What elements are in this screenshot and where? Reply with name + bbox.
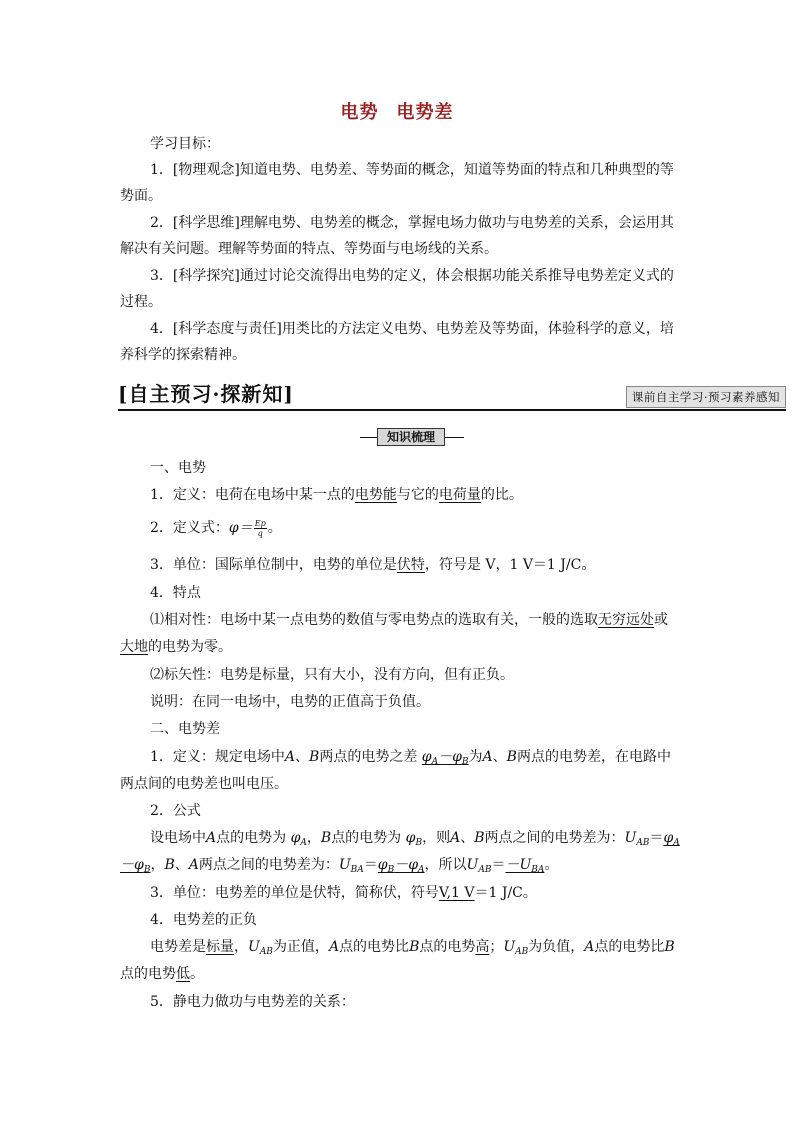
objective-1-line-1: 1．[物理观念]知道电势、电势差、等势面的概念，知道等势面的特点和几种典型的等 bbox=[150, 162, 674, 178]
objective-4-line-2: 养科学的探索精神。 bbox=[120, 347, 246, 363]
formula-fraction bbox=[254, 519, 267, 538]
text: ，所以 bbox=[424, 857, 467, 873]
underlined-answer: $\varphi_B-\varphi_A$ bbox=[377, 857, 425, 875]
underlined-answer: 标量 bbox=[206, 939, 234, 955]
feature-heading: 4．特点 bbox=[150, 585, 201, 601]
objective-2-line-1: 2．[科学思维]理解电势、电势差的概念，掌握电场力做功与电势差的关系，会运用其 bbox=[150, 215, 674, 231]
title-part-1: 电势 bbox=[340, 102, 379, 123]
text: 或 bbox=[654, 612, 668, 628]
text: 两点之间的电势差为： bbox=[198, 857, 339, 873]
banner-tag: 课前自主学习·预习素养感知 bbox=[626, 386, 786, 408]
underlined-answer: V,1 V bbox=[438, 885, 475, 901]
fraction-numerator: Ep bbox=[254, 518, 266, 528]
text: 点的电势为 bbox=[331, 830, 402, 846]
potential-definition bbox=[150, 485, 523, 505]
work-relation-heading: 5．静电力做功与电势差的关系： bbox=[150, 994, 355, 1010]
relativity-line-1 bbox=[150, 610, 668, 630]
objective-3-line-2: 过程。 bbox=[120, 294, 162, 310]
objective-2-line-2: 解决有关问题。理解等势面的特点、等势面与电场线的关系。 bbox=[120, 241, 498, 257]
underlined-answer: 电势能 bbox=[354, 487, 397, 503]
text: 电势差是 bbox=[150, 939, 206, 955]
text: 点的电势 bbox=[419, 939, 476, 955]
underlined-answer: 电荷量 bbox=[438, 487, 481, 503]
text: 与它的 bbox=[396, 487, 439, 503]
title-part-2: 电势差 bbox=[396, 102, 454, 123]
section-2-heading: 二、电势差 bbox=[150, 721, 220, 737]
text: 3．单位：国际单位制中，电势的单位是 bbox=[150, 557, 397, 573]
text: 的电势为零。 bbox=[148, 639, 232, 655]
sign-line-1: 电势差是标量，$U_{AB}$为正值，A点的电势比B点的电势高；$U_{AB}$为负值，A点的电势比B bbox=[150, 939, 675, 957]
potential-unit bbox=[150, 555, 595, 575]
formula-line-1: 设电场中A点的电势为 $\varphi_A$，B点的电势为 $\varphi_B$，则A、B两点之间的电势差为：$U_{AB}=\varphi_A$ bbox=[150, 830, 680, 848]
note-line: 说明：在同一电场中，电势的正值高于负值。 bbox=[150, 694, 430, 710]
formula-line-2: $-\varphi_B$，B、A两点之间的电势差为：$U_{BA}=\varphi_B-\varphi_A$，所以$U_{AB}=-U_{BA}$。 bbox=[120, 857, 559, 875]
underlined-answer: 无穷远处 bbox=[598, 612, 654, 628]
text: 。 bbox=[267, 520, 282, 536]
text: 为负值， bbox=[528, 939, 585, 955]
text: 为 bbox=[468, 749, 483, 765]
potential-formula bbox=[150, 518, 282, 538]
underlined-answer: 低 bbox=[176, 966, 190, 982]
text: ⑴相对性：电场中某一点电势的数值与零电势点的选取有关，一般的选取 bbox=[150, 612, 598, 628]
banner-rule bbox=[118, 409, 786, 411]
text: 两点的电势之差 bbox=[319, 749, 418, 765]
text: 两点之间的电势差为： bbox=[484, 830, 625, 846]
sign-line-2 bbox=[120, 964, 204, 984]
difference-unit bbox=[150, 883, 537, 903]
relativity-line-2 bbox=[120, 637, 232, 657]
formula-symbol: φ＝ bbox=[228, 520, 253, 536]
text: 。 bbox=[190, 966, 204, 982]
text: 点的电势为 bbox=[216, 830, 287, 846]
underlined-answer: $-\varphi_B$ bbox=[120, 857, 151, 875]
underlined-answer: 高 bbox=[475, 939, 490, 955]
text: 1．定义：电荷在电场中某一点的 bbox=[150, 487, 355, 503]
text: 两点的电势差，在电路中 bbox=[516, 749, 671, 765]
underlined-answer: $\varphi_A-\varphi_B$ bbox=[421, 749, 469, 767]
underlined-answer: 大地 bbox=[120, 639, 148, 655]
fraction-denominator: q bbox=[257, 528, 263, 538]
underlined-answer: 伏特 bbox=[396, 557, 425, 573]
text: 1．定义：规定电场中 bbox=[150, 749, 285, 765]
objectives-heading: 学习目标： bbox=[150, 136, 220, 152]
page-title bbox=[0, 98, 794, 124]
text: 点的电势比 bbox=[594, 939, 665, 955]
knowledge-box: 知识梳理 bbox=[377, 428, 445, 446]
text: 设电场中 bbox=[150, 830, 206, 846]
difference-definition-line-2: 两点间的电势差也叫电压。 bbox=[120, 776, 288, 792]
formula-heading: 2．公式 bbox=[150, 803, 201, 819]
text: ＝1 J/C。 bbox=[474, 885, 537, 901]
objective-3-line-1: 3．[科学探究]通过讨论交流得出电势的定义，体会根据功能关系推导电势差定义式的 bbox=[150, 268, 674, 284]
objective-1-line-2: 势面。 bbox=[120, 188, 162, 204]
text: 点的电势 bbox=[120, 966, 176, 982]
objective-4-line-1: 4．[科学态度与责任]用类比的方法定义电势、电势差及等势面，体验科学的意义，培 bbox=[150, 321, 674, 337]
difference-definition-line-1: 1．定义：规定电场中A、B两点的电势之差 $\varphi_A-\varphi_B$为A、B两点的电势差，在电路中 bbox=[150, 749, 671, 767]
section-1-heading: 一、电势 bbox=[150, 460, 206, 476]
sign-heading: 4．电势差的正负 bbox=[150, 912, 257, 928]
banner-title: [自主预习·探新知] bbox=[118, 382, 294, 406]
scalar-line: ⑵标矢性：电势是标量，只有大小，没有方向，但有正负。 bbox=[150, 667, 514, 683]
text: 点的电势比 bbox=[339, 939, 410, 955]
text: ，符号是 V，1 V＝1 J/C。 bbox=[424, 557, 596, 573]
text: 则 bbox=[436, 830, 451, 846]
knowledge-label bbox=[360, 428, 464, 446]
text: 3．单位：电势差的单位是伏特，简称伏，符号 bbox=[150, 885, 439, 901]
underlined-answer: $\varphi_A$ bbox=[663, 830, 680, 848]
section-banner bbox=[118, 378, 786, 410]
text: 为正值， bbox=[272, 939, 329, 955]
underlined-answer: $-U_{BA}$ bbox=[505, 857, 545, 875]
text: 2．定义式： bbox=[150, 520, 229, 536]
text: 的比。 bbox=[480, 487, 523, 503]
